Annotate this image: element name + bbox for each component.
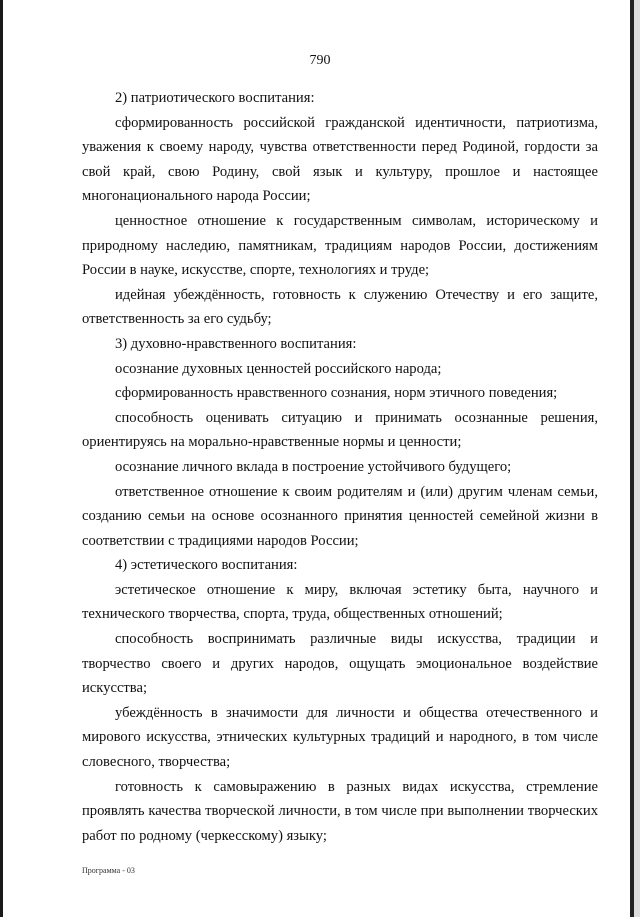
paragraph: ответственное отношение к своим родителям и (или) другим членам семьи, созданию семьи на основе осознанного принятия ценностей семейной жизни в соответствии с традициями народов России;	[82, 483, 598, 549]
document-body	[82, 86, 598, 848]
section-heading-patriotic: 2) патриотического воспитания:	[115, 90, 315, 106]
paragraph: способность воспринимать различные виды искусства, традиции и творчество своего и других народов, ощущать эмоциональное воздействие искусства;	[82, 631, 598, 697]
paragraph: осознание личного вклада в построение устойчивого будущего;	[115, 458, 512, 475]
paragraph: идейная убеждённость, готовность к служению Отечеству и его защите, ответственность за его судьбу;	[82, 286, 598, 328]
paragraph: эстетическое отношение к миру, включая эстетику быта, научного и технического творчества, спорта, труда, общественных отношений;	[82, 581, 598, 623]
paragraph: готовность к самовыражению в разных видах искусства, стремление проявлять качества творческой личности, в том числе при выполнении творческих работ по родному (черкесскому) языку;	[82, 778, 598, 844]
page-number: 790	[309, 53, 331, 68]
section-heading-aesthetic: 4) эстетического воспитания:	[115, 557, 298, 574]
section-heading-spiritual: 3) духовно-нравственного воспитания:	[115, 335, 357, 352]
page-footer: Программа - 03	[82, 866, 135, 875]
paragraph: сформированность нравственного сознания, норм этичного поведения;	[115, 385, 558, 402]
paragraph: ценностное отношение к государственным символам, историческому и природному наследию, памятникам, традициям народов России, достижениям России в науке, искусстве, спорте, технологиях и труде;	[82, 212, 598, 279]
paragraph: осознание духовных ценностей российского народа;	[115, 360, 442, 377]
paragraph: способность оценивать ситуацию и принимать осознанные решения, ориентируясь на морально-нравственные нормы и ценности;	[82, 409, 598, 451]
scan-border-right	[630, 0, 640, 917]
scan-border-left	[0, 0, 3, 917]
paragraph: убеждённость в значимости для личности и общества отечественного и мирового искусства, этнических культурных традиций и народного, в том числе словесного, творчества;	[82, 704, 598, 771]
paragraph: сформированность российской гражданской идентичности, патриотизма, уважения к своему народу, чувства ответственности перед Родиной, гордости за свой край, свою Родину, свой язык и культуру, прошлое и настоящее многонационального народа России;	[82, 114, 598, 205]
